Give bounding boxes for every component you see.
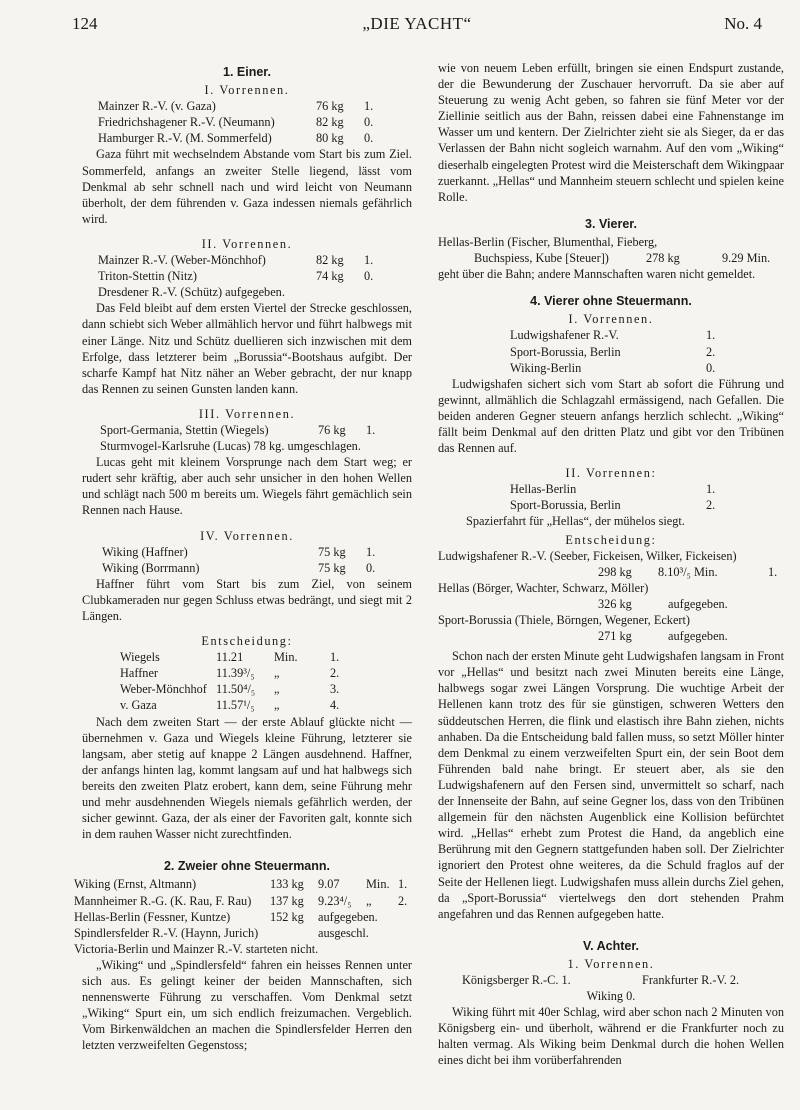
- table-row: Wiking (Haffner) 75 kg 1.: [102, 544, 376, 559]
- table-row: 298 kg 8.10³/₅ Min. 1.: [598, 564, 778, 579]
- vierer-final-entry-3-values: [598, 628, 728, 644]
- left-column: [74, 60, 412, 1053]
- heat-3-title: III. Vorrennen.: [198, 406, 296, 421]
- zweier-report-part-1: „Wiking“ und „Spindlersfeld“ fahren ein heisses Rennen unter sich aus. Es gelingt keiner der beiden Mannschaften, sich nennenswerte Führung zu verschaffen. Vom Denkmal setzt „Wiking“ Spurt ein, um sich endlich freizumachen. Vergeblich. Vom Birkenwäldchen an machen die Spindlersfelder Herren den letzten verzweifelten Gegenstoss;: [82, 957, 412, 1053]
- heat-4-title: IV. Vorrennen.: [200, 528, 294, 543]
- vierer-heat-2-results: [510, 481, 715, 513]
- heat-2-title: II. Vorrennen.: [201, 236, 293, 251]
- heat-1-title: I. Vorrennen.: [204, 83, 290, 98]
- section-zweier-title: 2. Zweier ohne Steuermann.: [163, 859, 330, 874]
- zweier-note: Victoria-Berlin und Mainzer R.-V. starteten nicht.: [74, 941, 319, 956]
- vierer-crew-line-1: Hellas-Berlin (Fischer, Blumenthal, Fieberg,: [438, 234, 658, 249]
- final-einer-title: Entscheidung:: [201, 634, 293, 649]
- vierer-final-entry-1: Ludwigshafener R.-V. (Seeber, Fickeisen, Wilker, Fickeisen): [438, 548, 737, 563]
- page-header: [72, 14, 762, 40]
- table-row: 326 kg aufgegeben.: [598, 596, 728, 611]
- heat-2-report: Das Feld bleibt auf dem ersten Viertel der Strecke geschlossen, dann schiebt sich Weber allmählich hervor und führt halbwegs mit einer Länge. Nitz und Schütz duellieren sich inzwischen mit dem Erfolge, dass letzterer beim „Borussia“-Bootshaus aufgibt. Der scharfe Kampf hat Nitz näher an Weber gebracht, der nur knapp das Rennen zu seinen Gunsten landen kann.: [82, 301, 412, 396]
- vierer-final-entry-1-values: [598, 564, 777, 580]
- table-row: Mainzer R.-V. (v. Gaza) 76 kg 1.: [98, 99, 374, 114]
- heat-4-report: Haffner führt vom Start bis zum Ziel, von seinem Clubkameraden nur gegen Schluss etwas bedrängt, und siegt mit 2 Längen.: [82, 576, 412, 623]
- vierer-heat-1-results: [510, 327, 715, 375]
- table-row: Wiking (Ernst, Altmann) 133 kg 9.07 Min. 1.: [74, 877, 408, 892]
- vierer-final-title: Entscheidung:: [565, 532, 657, 547]
- table-row: Königsberger R.-C. 1. Frankfurter R.-V. 2.: [462, 972, 740, 987]
- achter-heat-1-results: [462, 972, 739, 988]
- table-row: Sport-Borussia, Berlin 2.: [510, 498, 716, 513]
- heat-2-results: [98, 252, 373, 284]
- table-row: Wiegels 11.21 Min. 1.: [120, 650, 340, 665]
- table-row: Mannheimer R.-G. (K. Rau, F. Rau) 137 kg 9.23⁴/₅ „ 2.: [74, 893, 408, 908]
- vierer-final-entry-2: Hellas (Börger, Wachter, Schwarz, Möller): [438, 580, 649, 595]
- table-row: Sport-Germania, Stettin (Wiegels) 76 kg 1.: [100, 422, 376, 437]
- achter-heat-1-report: Wiking führt mit 40er Schlag, wird aber schon nach 2 Minuten von Königsberg ein- und überholt, während er die Frankfurter noch zu halten vermag. Als Wiking beim Denkmal durch die hohen Wellen eines dicht bei ihm vorüberfahrenden: [438, 1005, 784, 1068]
- issue-number: No. 4: [724, 14, 762, 33]
- table-row: Sport-Borussia, Berlin 2.: [510, 344, 716, 359]
- vierer-heat-2-title: II. Vorrennen:: [565, 466, 657, 481]
- section-achter-title: V. Achter.: [582, 938, 640, 953]
- heat-2-extra: Dresdener R.-V. (Schütz) aufgegeben.: [98, 285, 285, 300]
- table-row: Hamburger R.-V. (M. Sommerfeld) 80 kg 0.: [98, 131, 374, 146]
- journal-title: „DIE YACHT“: [362, 14, 472, 33]
- heat-3-report: Lucas geht mit kleinem Vorsprunge nach dem Start weg; er rudert sehr kräftig, aber auch sehr unsicher in den hohen Wellen und schlägt nach 500 m bereits um. Wiegels fährt gemächlich sein Rennen nach Hause.: [82, 455, 412, 518]
- heat-1-results: [98, 98, 373, 146]
- table-row: Mainzer R.-V. (Weber-Mönchhof) 82 kg 1.: [98, 253, 374, 268]
- table-row: Haffner 11.39³/₅ „ 2.: [120, 666, 340, 681]
- table-row: Hellas-Berlin 1.: [510, 482, 716, 497]
- table-row: Hellas-Berlin (Fessner, Kuntze) 152 kg aufgegeben.: [74, 909, 378, 924]
- table-row: Triton-Stettin (Nitz) 74 kg 0.: [98, 269, 374, 284]
- final-einer-results: [120, 649, 339, 713]
- table-row: Wiking-Berlin 0.: [510, 360, 716, 375]
- heat-1-report: Gaza führt mit wechselndem Abstande vom Start bis zum Ziel. Sommerfeld, anfangs an zweiter Stelle liegend, lässt vom Denkmal ab sehr schnell nach und wird leicht von Neumann überholt, der dem führenden v. Gaza indessen niemals gefährlich wird.: [82, 147, 412, 226]
- page-number: 124: [72, 14, 98, 33]
- vierer-final-entry-3: Sport-Borussia (Thiele, Börngen, Wegener, Eckert): [438, 613, 691, 627]
- table-row: Weber-Mönchhof 11.50⁴/₅ „ 3.: [120, 682, 340, 697]
- vierer-heat-2-note: Spazierfahrt für „Hellas“, der mühelos siegt.: [466, 514, 685, 529]
- table-row: Ludwigshafener R.-V. 1.: [510, 328, 716, 343]
- table-row: Buchspiess, Kube [Steuer]) 278 kg 9.29 Min.: [474, 251, 771, 266]
- table-row: Wiking (Borrmann) 75 kg 0.: [102, 560, 376, 575]
- section-vierer-ohne-title: 4. Vierer ohne Steuermann.: [530, 294, 692, 309]
- section-einer-title: 1. Einer.: [223, 65, 271, 79]
- table-row: 271 kg aufgegeben.: [598, 629, 728, 644]
- table-row: Friedrichshagener R.-V. (Neumann) 82 kg 0.: [98, 115, 374, 130]
- zweier-results: [74, 876, 407, 940]
- vierer-final-report: Schon nach der ersten Minute geht Ludwigshafen langsam in Front vor „Hellas“ und besitzt nach zwei Minuten bereits eine Länge, halbwegs sogar zwei Längen Vorsprung. Die wuchtige Arbeit der Hellenen kann trotz des für sie günstigen, schweren Wetters den süddeutschen Herren, die flink und elastisch ihre Bahn ziehen, nichts anhaben. Da die Entscheidung bald fallen muss, so setzt Möller hinter dem Denkmal zu einem verzweifelten Spurt ein, der sein Boot dem Führenden bald nahe bringt. Er steuert aber, als sie den Ludwigshafenern auf den Fersen sind, unvermittelt so scharf, nach der Innenseite der Bahn, auf seine Gegner los, dass von den Tribünen allgemein für den nächsten Augenblick eine Kollision befürchtet wird. „Hellas“ erhebt zum Protest die Hand, da angeblich eine Berührung mit den Gegnern stattgefunden haben soll. Der Zielrichter ignoriert den Protest ohne weiteres, da die Schuld fraglos auf der Seite der Hellenen liegt. Ludwigshafen muss allein durchs Ziel gehen, da „Sport-Borussia“ viertelwegs den dort stehenden Prahm angefahren und das Rennen aufgegeben hatte.: [438, 649, 784, 921]
- vierer-heat-1-title: I. Vorrennen.: [568, 312, 654, 327]
- heat-4-results: [102, 544, 375, 576]
- table-row: v. Gaza 11.57¹/₅ „ 4.: [120, 698, 340, 713]
- vierer-final-entry-2-values: [598, 596, 728, 612]
- section-vierer-title: 3. Vierer.: [585, 216, 637, 231]
- vierer-heat-1-report: Ludwigshafen sichert sich vom Start ab sofort die Führung und gewinnt, allmählich die Schlagzahl ermässigend, nach Gefallen. Die beiden anderen Gegner steuern anfangs herzlich schlecht. „Wiking“ fällt beim Denkmal auf den dritten Platz und gibt vor den Tribünen das Rennen auf.: [438, 376, 784, 456]
- table-row: Spindlersfelder R.-V. (Haynn, Jurich) ausgeschl.: [74, 925, 369, 940]
- achter-heat-1-title: 1. Vorrennen.: [567, 956, 655, 971]
- vierer-report: geht über die Bahn; andere Mannschaften waren nicht gemeldet.: [438, 267, 756, 282]
- achter-heat-1-third: Wiking 0.: [586, 989, 636, 1004]
- heat-3-line-2: Sturmvogel-Karlsruhe (Lucas) 78 kg. umgeschlagen.: [100, 439, 361, 454]
- right-column: [438, 60, 784, 1069]
- final-einer-report: Nach dem zweiten Start — der erste Ablauf glückte nicht — übernehmen v. Gaza und Wiegels kleine Führung, letzterer sie langsam, aber stetig auf knappe 2 Längen ausdehnend. Haffner, der anfangs hinten lag, kommt langsam auf und hat halbwegs sich bereits den zweiten Platz erobert, kann dem, seine Führung mehr und mehr ausdehnenden Wiegels niemals gefährlich werden, der sicher gewinnt. Gaza, der als einer der Favoriten galt, konnte sich in dem rauhen Wasser nicht zurechtfinden.: [82, 714, 412, 842]
- vierer-result: [474, 250, 770, 266]
- zweier-report-part-2: wie von neuem Leben erfüllt, bringen sie einen Endspurt zustande, der die Bewunderung der Zuschauer hervorruft. Da sie aber auf Steuerung zu wenig Acht geben, so fahren sie fünf Meter vor der Ziellinie seitlich aus der Bahn, reissen dabei eine Fahnenstange im Wasser um und kentern. Der Zielrichter zieht sie als Sieger, da er das Verlassen der Bahn nicht sogleich warnahm. Auf den vom „Wiking“ dieserhalb eingelegten Protest wird die Meisterschaft dem Wikingpaar zuerkannt. „Hellas“ und Mannheim steuern schlecht und spielen keine Rolle.: [438, 61, 784, 204]
- heat-3-results: [100, 422, 375, 438]
